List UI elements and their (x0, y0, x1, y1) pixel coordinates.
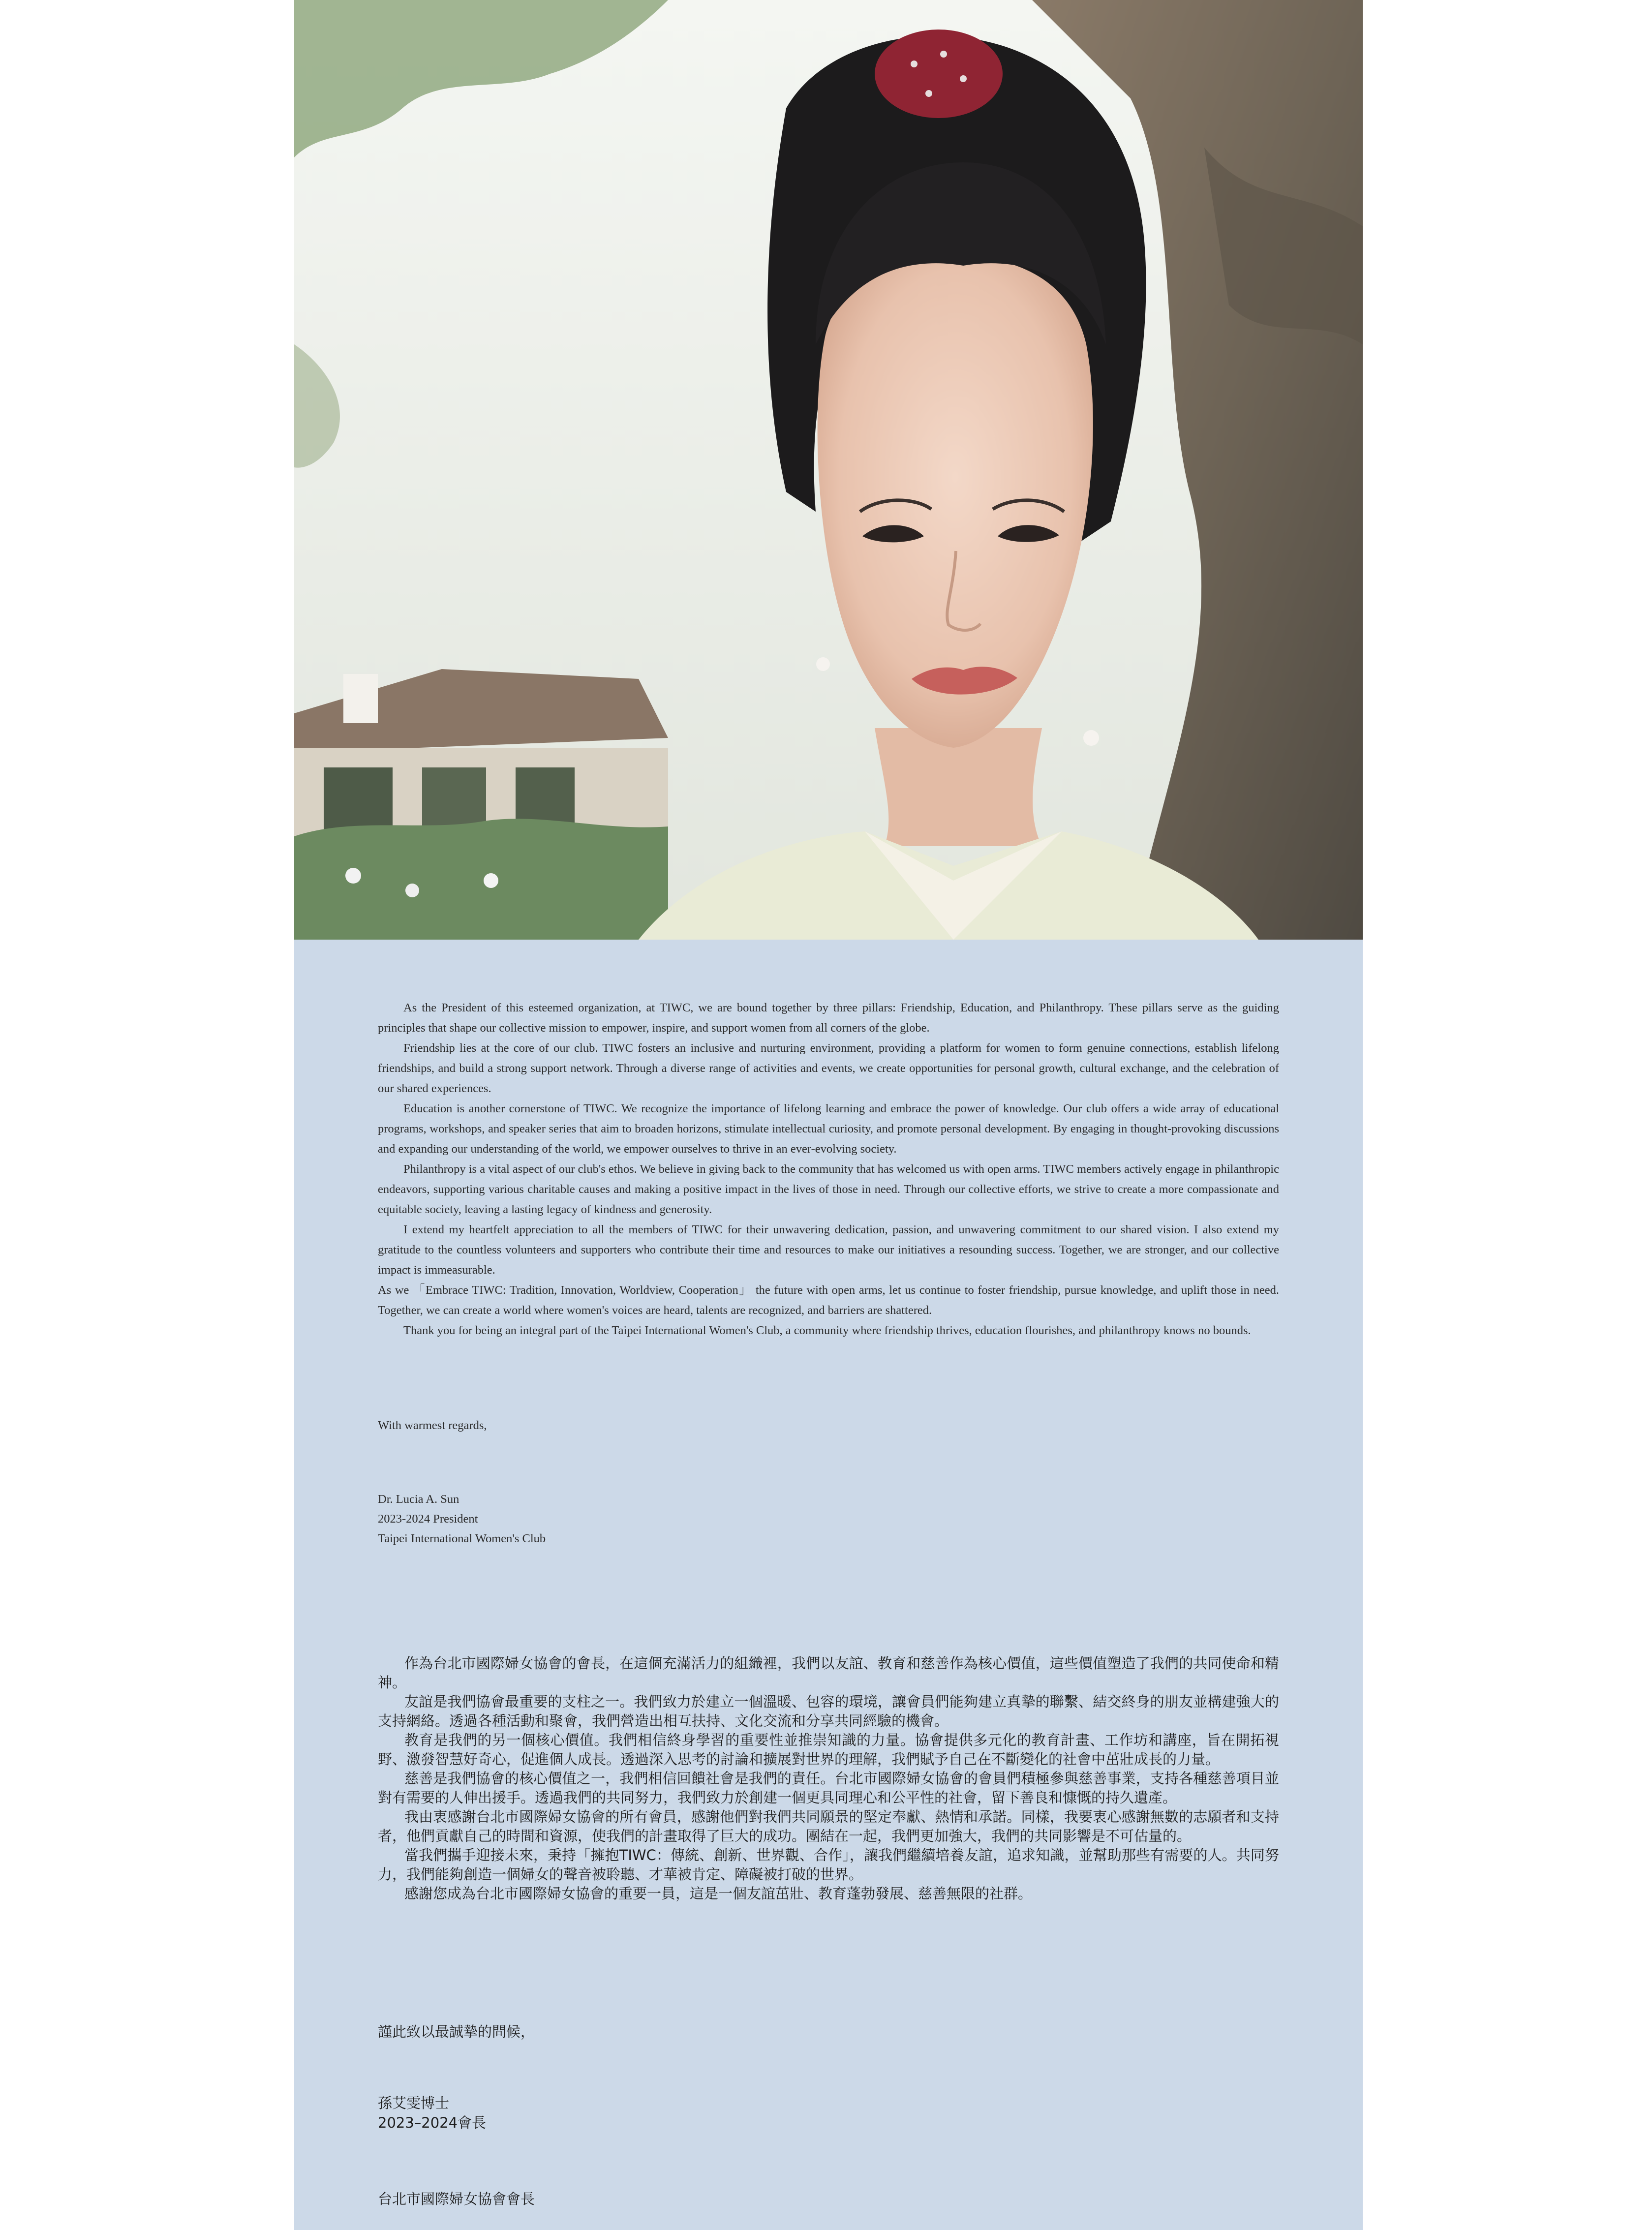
english-paragraph: Philanthropy is a vital aspect of our club's ethos. We believe in giving back to the community that has welcomed us with open arms. TIWC members actively engage in philanthropic endeavors, supporting various charitable causes and making a positive impact in the lives of those in need. Through our collective efforts, we strive to create a more compassionate and equitable society, leaving a lasting legacy of kindness and generosity. (378, 1162, 1279, 1216)
portrait-illustration (294, 0, 1363, 940)
president-portrait-photo (294, 0, 1363, 940)
english-paragraph: I extend my heartfelt appreciation to all the members of TIWC for their unwavering dedication, passion, and unwavering commitment to our shared vision. I also extend my gratitude to the countless volunteers and supporters who contribute their time and resources to make our initiatives a resounding success. Together, we are stronger, and our collective impact is immeasurable. (378, 1223, 1279, 1277)
english-signer-name: Dr. Lucia A. Sun (378, 1493, 459, 1506)
chinese-paragraph: 教育是我們的另一個核心價值。我們相信終身學習的重要性並推崇知識的力量。協會提供多元化的教育計畫、工作坊和講座，旨在開拓視野、激發智慧好奇心，促進個人成長。透過深入思考的討論和擴展對世界的理解，我們賦予自己在不斷變化的社會中茁壯成長的力量。 (378, 1732, 1279, 1768)
chinese-signer-name: 孫艾雯博士 (378, 2095, 450, 2111)
chinese-paragraph: 作為台北市國際婦女協會的會長，在這個充滿活力的組織裡，我們以友誼、教育和慈善作為核心價值，這些價值塑造了我們的共同使命和精神。 (378, 1655, 1279, 1691)
english-signature-block (378, 1490, 546, 1549)
chinese-signature-block (378, 2093, 486, 2133)
english-paragraph: Thank you for being an integral part of the Taipei International Women's Club, a community where friendship thrives, education flourishes, and philanthropy knows no bounds. (403, 1324, 1251, 1337)
chinese-paragraph: 友誼是我們協會最重要的支柱之一。我們致力於建立一個溫暖、包容的環境，讓會員們能夠建立真摯的聯繫、結交終身的朋友並構建強大的支持網絡。透過各種活動和聚會，我們營造出相互扶持、文化交流和分享共同經驗的機會。 (378, 1693, 1279, 1729)
english-signer-org: Taipei International Women's Club (378, 1532, 546, 1545)
english-paragraph: As we 「Embrace TIWC: Tradition, Innovation, Worldview, Cooperation」 the future with open arms, let us continue to foster friendship, pursue knowledge, and uplift those in need. Together, we can create a world where women's voices are heard, talents are recognized, and barriers are shattered. (378, 1283, 1279, 1317)
english-closing: With warmest regards, (378, 1419, 487, 1432)
english-paragraph: As the President of this esteemed organization, at TIWC, we are bound together by three pillars: Friendship, Education, and Philanthropy. These pillars serve as the guiding principles that shape our collective mission to empower, inspire, and support women from all corners of the globe. (378, 1001, 1279, 1035)
chinese-signer-org: 台北市國際婦女協會會長 (378, 2191, 535, 2207)
letter-page (294, 0, 1363, 2230)
english-paragraph: Education is another cornerstone of TIWC. We recognize the importance of lifelong learning and embrace the power of knowledge. Our club offers a wide array of educational programs, workshops, and speaker series that aim to broaden horizons, stimulate intellectual curiosity, and promote personal development. By engaging in thought-provoking discussions and expanding our understanding of the world, we empower ourselves to thrive in an ever-evolving society. (378, 1102, 1279, 1156)
chinese-signer-title: 2023–2024會長 (378, 2114, 487, 2131)
chinese-letter-text (378, 1654, 1279, 1903)
english-signer-title: 2023-2024 President (378, 1512, 478, 1526)
english-letter-text (378, 998, 1279, 1341)
chinese-paragraph: 感謝您成為台北市國際婦女協會的重要一員，這是一個友誼茁壯、教育蓬勃發展、慈善無限的社群。 (404, 1885, 1033, 1902)
chinese-paragraph: 慈善是我們協會的核心價值之一，我們相信回饋社會是我們的責任。台北市國際婦女協會的會員們積極參與慈善事業，支持各種慈善項目並對有需要的人伸出援手。透過我們的共同努力，我們致力於創建一個更具同理心和公平性的社會，留下善良和慷慨的持久遺產。 (378, 1770, 1279, 1806)
letter-body (294, 940, 1363, 2230)
chinese-paragraph: 我由衷感謝台北市國際婦女協會的所有會員，感謝他們對我們共同願景的堅定奉獻、熱情和承諾。同樣，我要衷心感謝無數的志願者和支持者，他們貢獻自己的時間和資源，使我們的計畫取得了巨大的成功。團結在一起，我們更加強大，我們的共同影響是不可估量的。 (378, 1808, 1279, 1844)
chinese-closing: 謹此致以最誠摯的問候， (378, 2023, 535, 2040)
chinese-paragraph: 當我們攜手迎接未來，秉持「擁抱TIWC：傳統、創新、世界觀、合作」，讓我們繼續培養友誼，追求知識，並幫助那些有需要的人。共同努力，我們能夠創造一個婦女的聲音被聆聽、才華被肯定、障礙被打破的世界。 (378, 1847, 1279, 1883)
english-paragraph: Friendship lies at the core of our club. TIWC fosters an inclusive and nurturing environment, providing a platform for women to form genuine connections, establish lifelong friendships, and build a strong support network. Through a diverse range of activities and events, we create opportunities for personal growth, cultural exchange, and the celebration of our shared experiences. (378, 1041, 1279, 1095)
